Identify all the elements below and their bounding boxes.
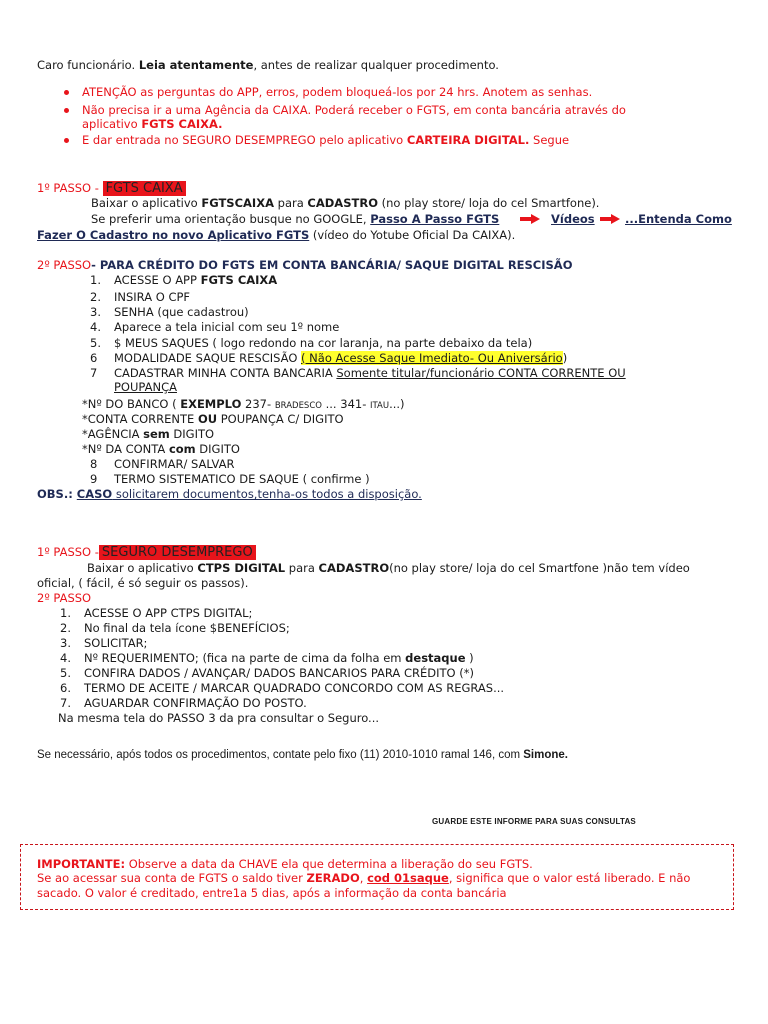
list-item: 4. (90, 320, 101, 334)
p1-link-entenda[interactable]: ...Entenda Como (625, 212, 732, 226)
p1-text: (vídeo do Yotube Oficial Da CAIXA). (309, 228, 516, 242)
p1-text: (no play store/ loja do cel Smartfone). (377, 196, 600, 210)
passo1-heading (37, 181, 186, 196)
p1-app: FGTSCAIXA (201, 196, 274, 210)
p1-cadastro: CADASTRO (307, 196, 378, 210)
passo1-label: 1º PASSO - (37, 181, 103, 195)
list-item-text: TERMO DE ACEITE / MARCAR QUADRADO CONCORDO COM AS REGRAS... (84, 681, 505, 695)
seguro-label: 1º PASSO - (37, 545, 99, 559)
importante-line-2: Se ao acessar sua conta de FGTS o saldo tiver ZERADO, cod 01saque, significa que o valor está liberado. E não (37, 871, 691, 885)
bullet-line-1: ATENÇÃO as perguntas do APP, erros, podem bloqueá-los por 24 hrs. Anotem as senhas. (82, 85, 593, 99)
list-item-text: SOLICITAR; (84, 636, 148, 650)
bullet-4-app: CARTEIRA DIGITAL. (406, 133, 530, 147)
passo2-heading (37, 258, 573, 272)
list-item-text: CADASTRAR MINHA CONTA BANCARIA Somente titular/funcionário CONTA CORRENTE OU (114, 366, 626, 380)
bullet-3-text: aplicativo (82, 117, 142, 131)
p1-text: para (273, 196, 308, 210)
red-bullet-icon (64, 90, 69, 95)
list-item-text: Nº REQUERIMENTO; (fica na parte de cima da folha em destaque ) (84, 651, 474, 665)
intro-line (37, 58, 499, 72)
list-item: 3. (90, 305, 101, 319)
intro-emphasis: Leia atentamente (138, 58, 254, 72)
list-item-text: $ MEUS SAQUES ( logo redondo na cor laranja, na parte debaixo da tela) (114, 336, 533, 350)
list-item: 7 (90, 366, 98, 380)
p1-link-passo[interactable]: Passo A Passo FGTS (370, 212, 500, 226)
list-item: 6 (90, 351, 98, 365)
passo1-line-3 (37, 228, 515, 242)
bullet-4-text: E dar entrada no SEGURO DESEMPREGO pelo aplicativo (82, 133, 407, 147)
list-item-text: Aparece a tela inicial com seu 1º nome (114, 320, 340, 334)
highlight-text: ( Não Acesse Saque Imediato- Ou Aniversário (301, 351, 563, 365)
list-item-text: MODALIDADE SAQUE RESCISÃO ( Não Acesse Saque Imediato- Ou Aniversário) (114, 351, 568, 365)
red-bullet-icon (64, 108, 69, 113)
obs-line: OBS.: CASO solicitarem documentos,tenha-os todos a disposição. (37, 487, 422, 501)
list-item: 3. (60, 636, 71, 650)
contact-line: Se necessário, após todos os procedimentos, contate pelo fixo (11) 2010-1010 ramal 146, com Simone. (37, 749, 568, 761)
list-item-text: INSIRA O CPF (114, 290, 191, 304)
account-number-line: *Nº DA CONTA com DIGITO (82, 442, 240, 456)
list-item-text: ACESSE O APP CTPS DIGITAL; (84, 606, 253, 620)
p1-text: Se preferir uma orientação busque no GOOGLE, (91, 212, 371, 226)
p1-link-cadastro[interactable]: Fazer O Cadastro no novo Aplicativo FGTS (37, 228, 310, 242)
seguro-note: Na mesma tela do PASSO 3 da pra consultar o Seguro... (58, 711, 380, 725)
passo1-line-1 (91, 196, 599, 210)
list-item: 1. (90, 273, 101, 287)
seguro-heading (37, 545, 256, 560)
list-item-text: CONFIRA DADOS / AVANÇAR/ DADOS BANCARIOS PARA CRÉDITO (*) (84, 666, 474, 680)
bullet-4-end: Segue (529, 133, 570, 147)
list-item: 5. (90, 336, 101, 350)
bullet-3-app: FGTS CAIXA. (141, 117, 223, 131)
red-right-arrow-icon (600, 214, 622, 224)
list-item-text: AGUARDAR CONFIRMAÇÃO DO POSTO. (84, 696, 307, 710)
list-item: 6. (60, 681, 71, 695)
list-item-text: TERMO SISTEMATICO DE SAQUE ( confirme ) (114, 472, 370, 486)
list-item: 2. (90, 290, 101, 304)
red-bullet-icon (64, 138, 69, 143)
bullet-line-2: Não precisa ir a uma Agência da CAIXA. Poderá receber o FGTS, em conta bancária através do (82, 103, 626, 117)
seguro-line-1: Baixar o aplicativo CTPS DIGITAL para CADASTRO(no play store/ loja do cel Smartfone )não tem vídeo (87, 561, 690, 575)
list-item-text: ACESSE O APP FGTS CAIXA (114, 273, 278, 287)
list-item: 9 (90, 472, 98, 486)
seguro-passo2-label: 2º PASSO (37, 591, 92, 605)
list-item: 4. (60, 651, 71, 665)
bullet-line-3 (82, 117, 223, 131)
list-item: 2. (60, 621, 71, 635)
seguro-line-2: oficial, ( fácil, é só seguir os passos). (37, 576, 249, 590)
list-item: 5. (60, 666, 71, 680)
p1-text: Baixar o aplicativo (91, 196, 202, 210)
list-item-text: No final da tela ícone $BENEFÍCIOS; (84, 621, 290, 635)
agency-line: *AGÊNCIA sem DIGITO (82, 427, 215, 441)
list-item: 1. (60, 606, 71, 620)
list-item: 7. (60, 696, 71, 710)
underlined-text: Somente titular/funcionário CONTA CORRENTE OU (336, 366, 626, 380)
p1-link-videos[interactable]: Vídeos (551, 212, 595, 226)
intro-text-end: , antes de realizar qualquer procedimento. (253, 58, 499, 72)
passo2-label: 2º PASSO (37, 258, 92, 272)
guarde-note: GUARDE ESTE INFORME PARA SUAS CONSULTAS (432, 817, 636, 826)
list-item-text: CONFIRMAR/ SALVAR (114, 457, 235, 471)
account-type-line: *CONTA CORRENTE OU POUPANÇA C/ DIGITO (82, 412, 344, 426)
list-item-text: SENHA (que cadastrou) (114, 305, 249, 319)
importante-line-3: sacado. O valor é creditado, entre1a 5 dias, após a informação da conta bancária (37, 886, 507, 900)
importante-line-1: IMPORTANTE: Observe a data da CHAVE ela que determina a liberação do seu FGTS. (37, 857, 533, 871)
bank-line: *Nº DO BANCO ( EXEMPLO 237- BRADESCO ... 341- ITAU...) (82, 397, 405, 411)
seguro-badge: SEGURO DESEMPREGO (99, 545, 256, 560)
passo2-title: - PARA CRÉDITO DO FGTS EM CONTA BANCÁRIA/ SAQUE DIGITAL RESCISÃO (91, 258, 573, 272)
red-right-arrow-icon (520, 214, 542, 224)
bullet-line-4 (82, 133, 569, 147)
passo1-badge: FGTS CAIXA (103, 181, 186, 196)
list-item: 8 (90, 457, 98, 471)
list-item-text-cont: POUPANÇA (114, 380, 177, 394)
passo1-line-2 (91, 212, 499, 226)
intro-text: Caro funcionário. (37, 58, 139, 72)
